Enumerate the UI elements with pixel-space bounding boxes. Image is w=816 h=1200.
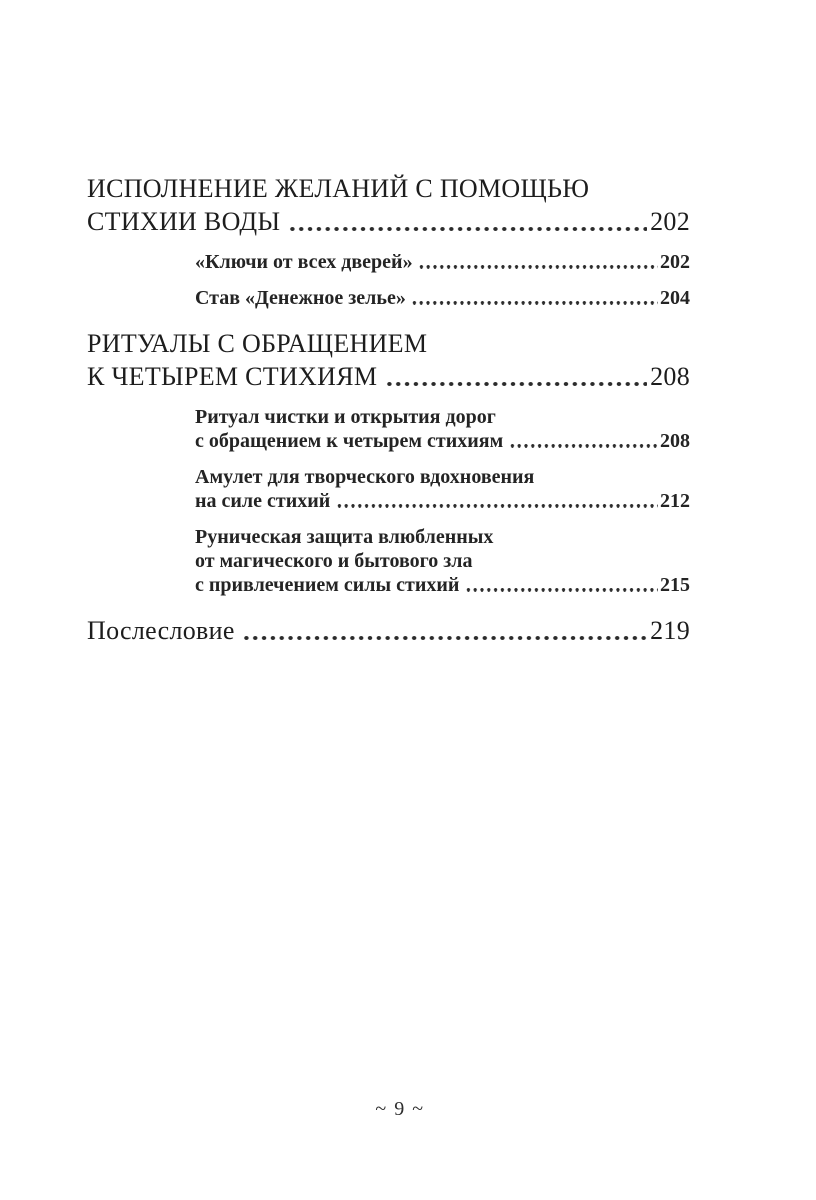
toc-page-number: 204 bbox=[660, 287, 690, 309]
toc-entry-text: ИСПОЛНЕНИЕ ЖЕЛАНИЙ С ПОМОЩЬЮ bbox=[87, 174, 590, 203]
toc-entry-text: с обращением к четырем стихиям bbox=[195, 430, 504, 452]
toc-entry-text: Амулет для творческого вдохновения bbox=[195, 466, 535, 488]
toc-page-number: 212 bbox=[660, 490, 690, 512]
toc-entry-line bbox=[195, 286, 690, 310]
toc-entry bbox=[195, 286, 690, 310]
toc-entry-line bbox=[87, 327, 690, 360]
toc-entry bbox=[87, 327, 690, 393]
toc-entry bbox=[87, 172, 690, 238]
toc-entry-line bbox=[87, 614, 690, 647]
toc-entry-text: на силе стихий bbox=[195, 490, 331, 512]
toc-page-number: 202 bbox=[660, 251, 690, 273]
toc-entry-line bbox=[87, 360, 690, 393]
dot-leader bbox=[288, 227, 647, 231]
toc-entry-text: «Ключи от всех дверей» bbox=[195, 251, 413, 273]
dot-leader bbox=[336, 504, 658, 507]
toc-entry-line bbox=[87, 205, 690, 238]
toc-page-number: 202 bbox=[650, 207, 690, 236]
toc-entry-line bbox=[195, 489, 690, 513]
toc-entry-line bbox=[195, 250, 690, 274]
toc-entry-text: СТИХИИ ВОДЫ bbox=[87, 207, 281, 236]
toc-entry-text: от магического и бытового зла bbox=[195, 550, 473, 572]
toc-entry-text: Послесловие bbox=[87, 616, 235, 645]
toc-entry bbox=[195, 250, 690, 274]
toc-entry-line bbox=[87, 172, 690, 205]
toc-entry bbox=[195, 405, 690, 453]
dot-leader bbox=[509, 444, 658, 447]
toc-page-number: 215 bbox=[660, 574, 690, 596]
dot-leader bbox=[385, 382, 647, 386]
toc-entry bbox=[195, 525, 690, 597]
toc-page-number: 208 bbox=[650, 362, 690, 391]
toc-entry bbox=[195, 465, 690, 513]
toc-entry-text: Руническая защита влюбленных bbox=[195, 526, 494, 548]
toc-entry-text: К ЧЕТЫРЕМ СТИХИЯМ bbox=[87, 362, 378, 391]
toc-page-number: 219 bbox=[650, 616, 690, 645]
toc-entry-line bbox=[195, 405, 690, 429]
toc-entry bbox=[87, 614, 690, 647]
toc-entry-line bbox=[195, 573, 690, 597]
dot-leader bbox=[465, 588, 658, 591]
toc-page-number: 208 bbox=[660, 430, 690, 452]
dot-leader bbox=[418, 265, 657, 268]
toc-entry-text: Ритуал чистки и открытия дорог bbox=[195, 406, 496, 428]
page-number-footer: ~ 9 ~ bbox=[375, 1098, 425, 1120]
dot-leader bbox=[411, 301, 657, 304]
toc-entry-line bbox=[195, 525, 690, 549]
toc-entry-line bbox=[195, 465, 690, 489]
toc-entry-line bbox=[195, 429, 690, 453]
table-of-contents bbox=[87, 172, 690, 647]
dot-leader bbox=[242, 636, 647, 640]
toc-entry-line bbox=[195, 549, 690, 573]
toc-entry-text: Став «Денежное зелье» bbox=[195, 287, 406, 309]
toc-entry-text: с привлечением силы стихий bbox=[195, 574, 460, 596]
toc-entry-text: РИТУАЛЫ С ОБРАЩЕНИЕМ bbox=[87, 329, 428, 358]
